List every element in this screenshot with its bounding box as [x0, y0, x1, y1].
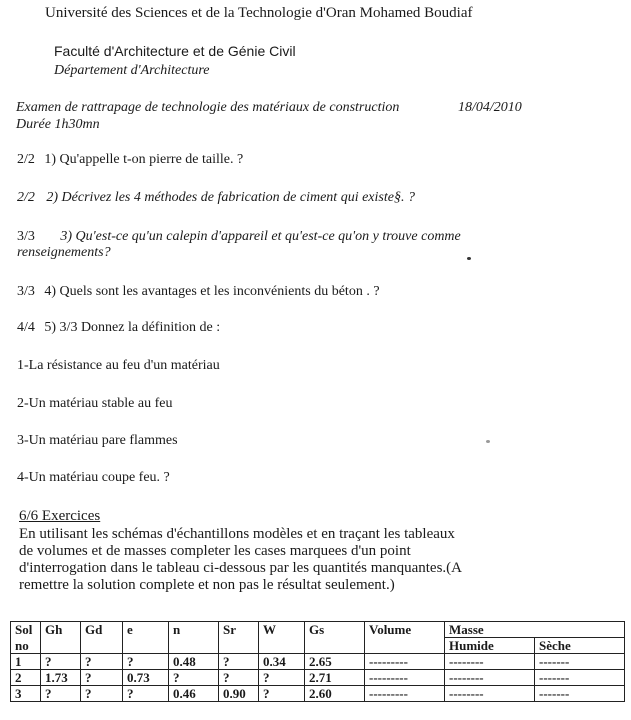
table-header-row: [11, 622, 625, 638]
exercise-line: d'interrogation dans le tableau ci-dessous par les quantités manquantes.(A: [19, 560, 462, 576]
soil-properties-table: [10, 621, 625, 702]
table-row: [11, 686, 625, 702]
header-cell: n: [169, 622, 219, 654]
faculty-name: Faculté d'Architecture et de Génie Civil: [54, 43, 296, 59]
table-row: [11, 654, 625, 670]
table-cell: ?: [219, 670, 259, 686]
header-cell: Sèche: [535, 638, 625, 654]
exam-duration: Durée 1h30mn: [16, 117, 100, 132]
department-name: Département d'Architecture: [54, 63, 210, 78]
exercise-line: remettre la solution complete et non pas le résultat seulement.): [19, 577, 395, 593]
exam-date: 18/04/2010: [458, 100, 522, 115]
header-cell: Sr: [219, 622, 259, 654]
question-score: 2/2: [17, 152, 35, 167]
scan-speck: [467, 257, 471, 260]
table-cell: ?: [81, 654, 123, 670]
table-cell: ---------: [365, 670, 445, 686]
table-cell: 0.46: [169, 686, 219, 702]
table-row: [11, 670, 625, 686]
table-cell: 0.34: [259, 654, 305, 670]
definition-1: 1-La résistance au feu d'un matériau: [17, 358, 220, 373]
question-score: 3/3: [17, 229, 35, 244]
table-cell: ?: [259, 686, 305, 702]
table-cell: 0.73: [123, 670, 169, 686]
table-cell: 2.60: [305, 686, 365, 702]
table-cell: ?: [169, 670, 219, 686]
table-cell: --------: [445, 686, 535, 702]
table-cell: 1.73: [41, 670, 81, 686]
table-cell: 1: [11, 654, 41, 670]
exercise-line: de volumes et de masses completer les cases marquees d'un point: [19, 543, 411, 559]
table-cell: -------: [535, 686, 625, 702]
header-cell: Gd: [81, 622, 123, 654]
question-text: 5) 3/3 Donnez la définition de :: [44, 320, 221, 335]
question-4: [17, 284, 380, 300]
table-cell: ---------: [365, 686, 445, 702]
header-cell: Volume: [365, 622, 445, 654]
table-cell: ?: [123, 654, 169, 670]
definition-4: 4-Un matériau coupe feu. ?: [17, 470, 170, 485]
exam-title: Examen de rattrapage de technologie des matériaux de construction: [16, 100, 400, 115]
question-text: 4) Quels sont les avantages et les inconvénients du béton . ?: [44, 284, 380, 299]
question-1: [17, 152, 243, 168]
scan-speck: [486, 440, 490, 443]
question-score: 4/4: [17, 320, 35, 335]
table-cell: ?: [41, 686, 81, 702]
exercise-line: En utilisant les schémas d'échantillons modèles et en traçant les tableaux: [19, 526, 455, 542]
table-cell: -------: [535, 654, 625, 670]
table-cell: 0.90: [219, 686, 259, 702]
exercise-text: [19, 526, 544, 594]
header-cell: Sol: [11, 622, 41, 638]
header-cell: Gs: [305, 622, 365, 654]
table-cell: --------: [445, 654, 535, 670]
table-cell: --------: [445, 670, 535, 686]
table-cell: 3: [11, 686, 41, 702]
table-cell: -------: [535, 670, 625, 686]
question-score: 2/2: [17, 190, 35, 205]
header-cell: no: [11, 638, 41, 654]
table-cell: ?: [123, 686, 169, 702]
university-name: Université des Sciences et de la Technologie d'Oran Mohamed Boudiaf: [45, 5, 473, 21]
question-score: 3/3: [17, 284, 35, 299]
table-cell: ?: [259, 670, 305, 686]
header-cell: Gh: [41, 622, 81, 654]
table-cell: 0.48: [169, 654, 219, 670]
table-cell: ?: [219, 654, 259, 670]
table-cell: ?: [81, 686, 123, 702]
question-text: 2) Décrivez les 4 méthodes de fabrication de ciment qui existe§. ?: [46, 190, 415, 205]
question-text: 3) Qu'est-ce qu'un calepin d'appareil et qu'est-ce qu'on y trouve comme: [60, 229, 461, 244]
table-cell: ?: [41, 654, 81, 670]
question-3-continued: renseignements?: [17, 245, 111, 260]
header-cell: e: [123, 622, 169, 654]
definition-2: 2-Un matériau stable au feu: [17, 396, 173, 411]
table-cell: 2.65: [305, 654, 365, 670]
question-5: [17, 320, 220, 336]
definition-3: 3-Un matériau pare flammes: [17, 433, 178, 448]
table-cell: 2: [11, 670, 41, 686]
header-cell: Masse: [445, 622, 625, 638]
header-cell: W: [259, 622, 305, 654]
table-cell: ?: [81, 670, 123, 686]
exercise-heading: 6/6 Exercices: [19, 508, 101, 524]
table-cell: ---------: [365, 654, 445, 670]
question-3: [17, 229, 461, 245]
question-2: [17, 190, 415, 206]
question-text: 1) Qu'appelle t-on pierre de taille. ?: [44, 152, 244, 167]
header-cell: Humide: [445, 638, 535, 654]
table-cell: 2.71: [305, 670, 365, 686]
